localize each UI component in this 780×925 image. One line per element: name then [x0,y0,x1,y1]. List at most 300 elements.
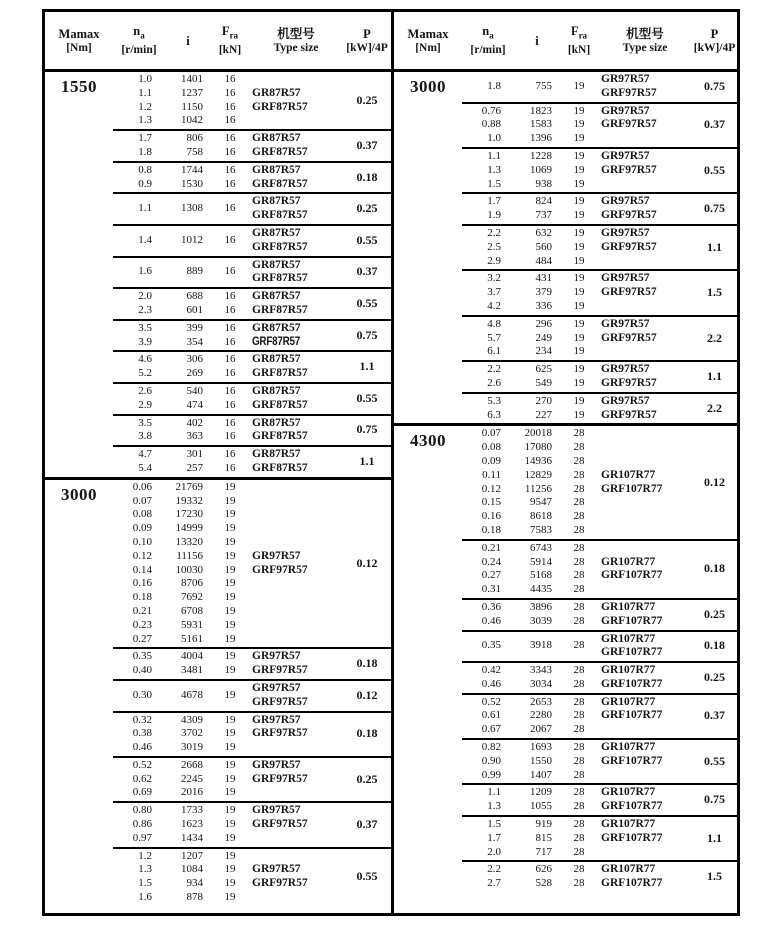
power-cell [343,714,391,755]
type-size-value: GR107R77 [601,600,656,613]
power-value: 0.75 [704,792,725,807]
ratio-cell [514,818,560,859]
ratio-value: 8618 [530,510,552,523]
type-size-value: GR97R57 [601,149,650,162]
type-size-cell [249,73,343,128]
ratio-value: 5168 [530,569,552,582]
fra-cell [211,385,249,413]
power-value: 0.25 [704,606,725,621]
na-value: 0.69 [132,786,152,799]
na-cell [113,385,165,413]
ratio-value: 234 [535,345,552,358]
power-value: 0.55 [704,162,725,177]
section-mamax-value: 3000 [410,77,446,96]
na-value: 0.42 [481,664,501,677]
ratio-value: 3702 [181,727,203,740]
na-value: 0.09 [481,454,501,467]
group-list [462,72,737,423]
power-cell [343,804,391,845]
ratio-value: 19332 [175,494,203,507]
ratio-value: 4004 [181,650,203,663]
fra-value: 28 [573,709,585,722]
ratio-value: 3019 [181,741,203,754]
power-label: P [363,26,371,41]
fra-cell [560,601,598,629]
column-header-i [165,34,211,48]
fra-cell [211,682,249,710]
fra-value: 16 [224,73,236,85]
fra-subscript: ra [229,30,239,41]
fra-value: 19 [224,535,236,548]
power-cell [692,227,737,268]
section-mamax-value: 1550 [61,77,97,96]
type-size-value: GR87R57 [252,321,301,334]
ratio-value: 6743 [530,541,552,554]
na-value: 0.32 [132,713,152,726]
power-cell [692,786,737,814]
type-size-value: GR97R57 [601,195,650,208]
na-value: 0.18 [132,591,152,604]
na-value: 0.30 [132,688,152,701]
ratio-value: 6708 [181,604,203,617]
na-value: 1.3 [138,114,152,127]
na-cell [113,804,165,845]
na-cell [113,227,165,255]
ratio-cell [514,633,560,661]
na-value: 1.2 [138,100,152,113]
fra-value: 19 [224,818,236,831]
na-value: 0.67 [481,723,501,736]
fra-value: 19 [224,727,236,740]
na-value: 1.5 [487,177,501,190]
na-cell [113,195,165,223]
power-value: 0.75 [356,422,378,437]
na-cell [462,395,514,423]
type-size-value: GR97R57 [252,863,301,876]
type-size-value: GRF87R57 [252,177,308,190]
type-size-value: GR107R77 [601,555,656,568]
ratio-cell [514,741,560,782]
type-size-value: GR87R57 [252,226,301,239]
power-value: 0.18 [356,726,378,741]
spec-group [462,661,737,693]
spec-group [113,192,391,224]
na-value: 1.3 [487,800,501,813]
type-size-cell [249,650,343,678]
type-size-cell [249,448,343,476]
ratio-value: 1530 [181,177,203,190]
fra-cell [560,363,598,391]
na-value: 2.3 [138,303,152,316]
mamax-label: Mamax [58,26,100,41]
type-size-cell [249,290,343,318]
fra-value: 19 [224,549,236,562]
fra-cell [560,664,598,692]
ratio-value: 1401 [181,73,203,85]
power-value: 0.37 [704,117,725,132]
column-header-i [514,34,560,48]
power-unit: [kW]/4P [693,41,736,54]
power-value: 1.1 [707,239,722,254]
na-value: 4.8 [487,317,501,330]
ratio-value: 431 [535,272,552,285]
fra-value: 28 [573,427,585,440]
power-value: 0.18 [704,638,725,653]
type-size-value: GRF97R57 [601,240,657,253]
fra-value: 28 [573,454,585,467]
type-size-cell [249,164,343,192]
spec-table-left-half [45,12,391,913]
type-size-value: GR107R77 [601,863,656,876]
type-size-cell [598,601,692,629]
type-size-value: GRF87R57 [252,398,308,411]
gear-unit-spec-table [42,9,740,916]
ratio-value: 3918 [530,639,552,652]
na-value: 0.16 [132,577,152,590]
ratio-value: 528 [535,877,552,890]
na-value: 2.6 [487,376,501,389]
type-size-value: GRF97R57 [252,664,308,677]
spec-group [113,756,391,801]
type-size-cell [249,481,343,647]
na-value: 1.8 [138,145,152,158]
power-cell [343,164,391,192]
na-value: 0.35 [481,639,501,652]
type-size-cell [249,714,343,755]
power-value: 0.37 [704,708,725,723]
type-size-value: GR97R57 [252,758,301,771]
na-cell [462,195,514,223]
power-value: 1.1 [707,369,722,384]
power-cell [692,195,737,223]
na-cell [113,759,165,800]
ratio-cell [165,850,211,905]
spec-group [113,414,391,446]
na-cell [113,850,165,905]
fra-cell [211,195,249,223]
power-value: 0.37 [356,264,378,279]
fra-value: 16 [224,145,236,158]
fra-value: 19 [224,849,236,862]
na-value: 4.2 [487,299,501,312]
ratio-value: 626 [535,863,552,876]
fra-value: 19 [224,522,236,535]
spec-group [113,382,391,414]
ratio-value: 2668 [181,758,203,771]
mamax-column [394,72,462,423]
na-unit: [r/min] [470,43,506,56]
power-cell [343,448,391,476]
fra-value: 19 [224,863,236,876]
power-value: 0.25 [356,92,378,107]
power-cell [343,353,391,381]
type-size-value: GRF87R57 [252,335,300,348]
ratio-value: 1744 [181,163,203,176]
na-value: 0.82 [481,741,501,754]
ratio-value: 824 [535,195,552,208]
ratio-cell [165,650,211,678]
na-value: 1.5 [487,818,501,831]
ratio-value: 227 [535,408,552,421]
ratio-value: 1042 [181,114,203,127]
fra-cell [211,132,249,160]
type-label-en: Type size [273,41,319,54]
type-size-cell [249,417,343,445]
spec-table-right-half [391,12,737,913]
fra-cell [211,227,249,255]
na-value: 2.9 [138,398,152,411]
ratio-value: 7583 [530,523,552,536]
ratio-value: 8706 [181,577,203,590]
fra-value: 16 [224,303,236,316]
na-value: 0.09 [132,522,152,535]
na-value: 3.8 [138,430,152,443]
na-value: 0.46 [132,741,152,754]
na-label: n [482,24,490,39]
type-size-value: GR97R57 [601,317,650,330]
fra-cell [211,481,249,647]
ratio-cell [165,714,211,755]
fra-value: 19 [573,195,585,208]
power-cell [343,259,391,287]
table-body-left [45,72,391,913]
na-value: 0.24 [481,555,501,568]
ratio-value: 1055 [530,800,552,813]
type-size-value: GRF97R57 [252,818,308,831]
ratio-value: 560 [535,240,552,253]
type-size-value: GR87R57 [252,353,301,366]
spec-group [462,392,737,424]
fra-value: 19 [224,713,236,726]
fra-cell [560,272,598,313]
fra-value: 28 [573,569,585,582]
power-value: 1.1 [359,359,375,374]
na-value: 2.2 [487,363,501,376]
na-value: 0.27 [481,569,501,582]
table-header-right [394,12,737,72]
torque-section [394,423,737,892]
na-cell [462,863,514,891]
power-cell [343,682,391,710]
ratio-cell [165,290,211,318]
fra-value: 28 [573,541,585,554]
fra-value: 28 [573,845,585,858]
ratio-value: 20018 [524,427,552,440]
column-header-p [343,27,391,55]
ratio-value: 399 [186,321,203,334]
power-value: 0.55 [356,390,378,405]
fra-value: 16 [224,100,236,113]
fra-unit: [kN] [567,43,591,56]
type-size-value: GRF87R57 [252,272,308,285]
na-value: 0.21 [132,604,152,617]
ratio-cell [514,73,560,101]
type-size-value: GRF87R57 [252,145,308,158]
fra-value: 19 [573,177,585,190]
type-size-cell [598,696,692,737]
fra-cell [211,417,249,445]
type-size-value: GRF97R57 [601,118,657,131]
power-cell [343,481,391,647]
type-size-value: GRF87R57 [252,303,308,316]
type-size-cell [249,682,343,710]
spec-group [462,102,737,147]
spec-group [462,147,737,192]
fra-cell [211,448,249,476]
na-value: 0.8 [138,163,152,176]
ratio-value: 269 [186,367,203,380]
fra-value: 16 [224,461,236,474]
na-cell [113,132,165,160]
fra-value: 16 [224,233,236,246]
fra-value: 19 [224,891,236,904]
fra-value: 28 [573,614,585,627]
spec-group [462,360,737,392]
spec-group [462,738,737,783]
fra-cell [560,318,598,359]
type-size-value: GR97R57 [252,681,301,694]
spec-group [113,287,391,319]
fra-value: 28 [573,768,585,781]
power-label: P [710,26,719,41]
type-size-cell [598,395,692,423]
ratio-value: 934 [186,877,203,890]
type-size-value: GRF107R77 [601,877,663,890]
ratio-value: 10030 [175,563,203,576]
ratio-value: 878 [186,891,203,904]
ratio-value: 919 [535,818,552,831]
ratio-value: 17080 [524,441,552,454]
column-header-mamax [394,27,462,55]
ratio-value: 11156 [176,549,203,562]
na-cell [462,272,514,313]
ratio-cell [514,195,560,223]
fra-value: 16 [224,177,236,190]
na-value: 0.97 [132,831,152,844]
fra-value: 19 [573,118,585,131]
ratio-value: 1407 [530,768,552,781]
type-size-value: GRF97R57 [252,772,308,785]
na-value: 0.16 [481,510,501,523]
power-value: 0.12 [356,687,378,702]
fra-value: 16 [224,335,236,348]
na-value: 0.23 [132,618,152,631]
ratio-cell [514,786,560,814]
fra-cell [211,804,249,845]
na-value: 1.4 [138,233,152,246]
type-size-cell [598,542,692,597]
fra-cell [560,150,598,191]
na-value: 0.18 [481,523,501,536]
ratio-value: 3343 [530,664,552,677]
type-size-cell [249,259,343,287]
group-list [113,72,391,477]
power-cell [343,650,391,678]
type-size-value: GRF87R57 [252,430,308,443]
na-value: 0.11 [482,468,501,481]
spec-group [462,783,737,815]
fra-value: 28 [573,496,585,509]
ratio-value: 625 [535,363,552,376]
power-cell [692,863,737,891]
na-value: 2.0 [138,290,152,303]
type-size-cell [598,664,692,692]
na-value: 0.46 [481,614,501,627]
power-value: 0.75 [356,327,378,342]
na-value: 1.6 [138,891,152,904]
fra-value: 19 [224,772,236,785]
na-cell [113,481,165,647]
na-value: 0.12 [132,549,152,562]
fra-cell [211,259,249,287]
fra-cell [560,105,598,146]
type-size-value: GRF97R57 [252,877,308,890]
fra-value: 28 [573,723,585,736]
power-value: 0.12 [356,555,378,570]
ratio-value: 1550 [530,754,552,767]
fra-value: 16 [224,163,236,176]
ratio-value: 379 [535,286,552,299]
type-size-value: GR87R57 [252,290,301,303]
type-size-value: GR87R57 [252,132,301,145]
power-cell [343,417,391,445]
na-value: 2.7 [487,877,501,890]
type-size-cell [598,818,692,859]
spec-group [113,161,391,193]
power-value: 0.18 [356,656,378,671]
fra-value: 19 [224,508,236,521]
ratio-cell [514,427,560,537]
fra-cell [211,164,249,192]
ratio-value: 1150 [181,100,203,113]
na-value: 3.2 [487,272,501,285]
type-size-cell [249,850,343,905]
type-size-value: GR87R57 [252,163,301,176]
type-size-value: GRF107R77 [601,831,663,844]
fra-value: 28 [573,863,585,876]
ratio-label: i [535,33,539,48]
spec-group [462,693,737,738]
na-value: 1.7 [487,831,501,844]
fra-value: 16 [224,384,236,397]
na-value: 0.15 [481,496,501,509]
spec-group [113,480,391,648]
spec-group [462,598,737,630]
fra-cell [560,863,598,891]
type-size-value: GRF97R57 [601,86,657,99]
power-value: 0.75 [704,201,725,216]
type-size-value: GRF107R77 [601,482,663,495]
na-cell [462,105,514,146]
fra-value: 16 [224,416,236,429]
fra-value: 19 [224,688,236,701]
power-value: 0.25 [704,669,725,684]
type-size-cell [598,105,692,146]
type-size-value: GRF107R77 [601,677,663,690]
na-value: 0.40 [132,664,152,677]
fra-cell [211,322,249,350]
fra-cell [560,227,598,268]
fra-value: 19 [224,480,236,493]
spec-group [462,539,737,598]
fra-value: 19 [573,163,585,176]
power-cell [692,105,737,146]
na-value: 0.80 [132,804,152,817]
ratio-value: 14999 [175,522,203,535]
spec-group [462,860,737,892]
fra-value: 19 [224,494,236,507]
fra-value: 16 [224,321,236,334]
